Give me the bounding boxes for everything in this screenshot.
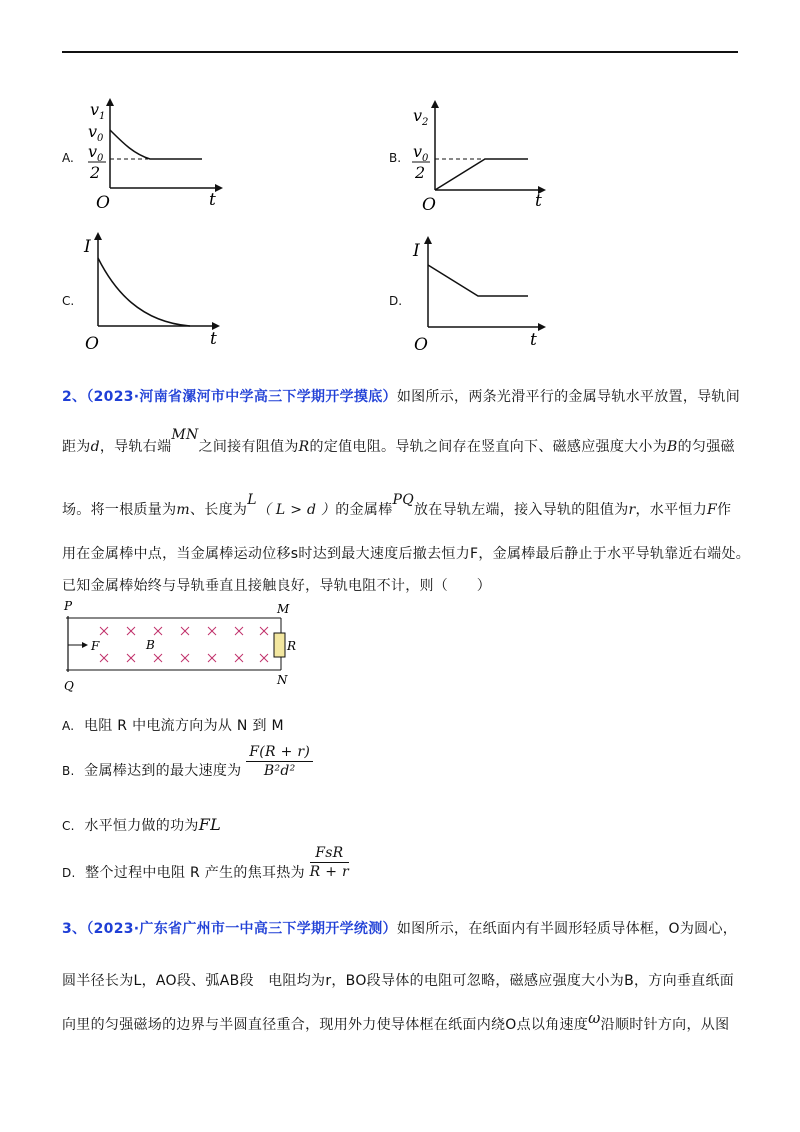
graph-d (410, 234, 555, 356)
graph-a-v0: v (88, 122, 98, 141)
q2-var-pq: PQ (392, 492, 414, 508)
fig-label-r: R (287, 639, 297, 653)
q2-option-a (62, 715, 284, 735)
fig-label-b: B (146, 638, 155, 652)
q2-option-a-text: 电阻 R 中电流方向为从 N 到 M (83, 718, 284, 734)
graph-d-ylabel: I (413, 241, 420, 261)
fig-label-m: M (277, 602, 290, 616)
fig-label-p: P (64, 599, 73, 613)
fig-label-n: N (277, 673, 288, 687)
q2-text3a: 场。将一根质量为 (62, 502, 177, 518)
graph-a-half-sub: 0 (97, 153, 104, 164)
graph-a-xlabel: t (209, 190, 216, 210)
q3-var-omega: ω (588, 1009, 601, 1027)
q3-text3a: 向里的匀强磁场的边界与半圆直径重合，现用外力使导体框在纸面内绕O点以角速度 (62, 1017, 589, 1033)
graph-a-v0sub: 0 (97, 133, 104, 144)
graph-a-half-den: 2 (90, 163, 101, 182)
graph-c (80, 228, 225, 356)
q2-var-b: B (667, 439, 678, 455)
graph-a (80, 98, 225, 213)
q2-option-d-text: 整个过程中电阻 R 产生的焦耳热为 (85, 864, 305, 881)
q2-source: （2023·河南省漯河市中学高三下学期开学摸底） (86, 389, 397, 405)
q2-option-d-num: FsR (310, 845, 349, 863)
q2-option-c-expr: FL (198, 815, 222, 834)
graph-c-origin: O (85, 334, 99, 354)
graph-b-ylabel: v (413, 106, 423, 125)
q2-var-d: d (90, 439, 100, 455)
q2-text3b: 、长度为 (189, 502, 248, 518)
graph-d-origin: O (414, 335, 428, 355)
q2-line1 (62, 386, 740, 406)
fig-label-q: Q (64, 679, 74, 693)
q2-text1: 如图所示，两条光滑平行的金属导轨水平放置，导轨间 (396, 389, 741, 405)
q3-source: （2023·广东省广州市一中高三下学期开学统测） (86, 921, 397, 937)
graph-b (400, 98, 550, 216)
q3-text3b: 沿顺时针方向，从图 (600, 1017, 730, 1033)
q2-var-mn: MN (171, 427, 199, 443)
graph-a-half-num: v (88, 142, 98, 161)
q2-figure (56, 598, 306, 694)
q2-text2a: 距为 (62, 439, 91, 455)
q3-line3 (62, 1009, 730, 1034)
q2-option-d-letter: D. (62, 865, 76, 880)
q2-text3c: 的金属棒 (335, 502, 393, 518)
header-rule (62, 51, 738, 53)
graph-c-ylabel: I (84, 237, 91, 257)
q2-option-c-text: 水平恒力做的功为 (84, 818, 199, 834)
q2-var-l: L (247, 492, 257, 508)
option-b-letter: B. (389, 151, 402, 165)
q2-text3f: 作 (717, 502, 732, 518)
q2-var-f: F (707, 502, 718, 518)
q2-text2e: 的匀强磁 (677, 439, 735, 455)
q3-line1 (62, 918, 737, 938)
q2-var-r-small: r (628, 502, 636, 518)
graph-d-xlabel: t (530, 330, 537, 350)
q3-line2: 圆半径长为L，AO段、弧AB段 电阻均为r，BO段导体的电阻可忽略，磁感应强度大小为B，方向垂直纸面 (62, 973, 735, 989)
graph-c-xlabel: t (210, 329, 217, 349)
q2-var-r: R (298, 439, 310, 455)
q2-option-d (62, 845, 349, 880)
graph-a-origin: O (96, 193, 110, 213)
q2-option-b-den: B²d² (263, 763, 296, 779)
graph-b-half-num: v (413, 142, 423, 161)
q2-option-d-den: R + r (309, 864, 350, 880)
q2-option-c (62, 815, 221, 835)
graph-b-half-sub: 0 (422, 153, 429, 164)
graph-b-ysub: 2 (422, 117, 429, 128)
q3-number: 3、 (62, 921, 87, 937)
graph-b-half-den: 2 (415, 163, 426, 182)
q2-option-b-fraction (246, 744, 313, 779)
q2-text3d: 放在导轨左端，接入导轨的阻值为 (414, 502, 629, 518)
q2-option-b (62, 744, 313, 779)
fig-label-f: F (91, 639, 100, 653)
option-a-letter: A. (62, 151, 74, 165)
q2-option-b-text: 金属棒达到的最大速度为 (84, 762, 242, 779)
q2-number: 2、 (62, 389, 87, 405)
q2-option-c-letter: C. (62, 819, 75, 833)
q2-text2d: 的定值电阻。导轨之间存在竖直向下、磁感应强度大小为 (309, 439, 668, 455)
q2-text2c: 之间接有阻值为 (198, 439, 299, 455)
graph-a-ylabel: v (90, 100, 100, 119)
graph-b-origin: O (422, 195, 436, 215)
graph-b-xlabel: t (535, 191, 542, 211)
q2-line4: 用在金属棒中点，当金属棒运动位移s时达到最大速度后撤去恒力F，金属棒最后静止于水平导轨靠近右端处。 (62, 546, 751, 562)
q2-option-b-num: F(R + r) (246, 744, 313, 762)
graph-a-ysub: 1 (99, 111, 106, 122)
q2-option-a-letter: A. (62, 719, 75, 733)
q2-text2b: ，导轨右端 (99, 439, 172, 455)
q2-line2 (62, 427, 735, 456)
q2-line3 (62, 492, 732, 519)
q2-condition: （ L > d ） (256, 502, 336, 518)
q3-text1: 如图所示，在纸面内有半圆形轻质导体框，O为圆心， (396, 921, 738, 937)
q2-line5: 已知金属棒始终与导轨垂直且接触良好，导轨电阻不计，则（ ） (62, 578, 491, 594)
q2-text3e: ，水平恒力 (635, 502, 707, 518)
q2-option-d-fraction (310, 845, 349, 880)
option-c-letter: C. (62, 294, 75, 308)
q2-var-m: m (176, 502, 190, 518)
q2-option-b-letter: B. (62, 763, 75, 778)
option-d-letter: D. (389, 294, 403, 308)
